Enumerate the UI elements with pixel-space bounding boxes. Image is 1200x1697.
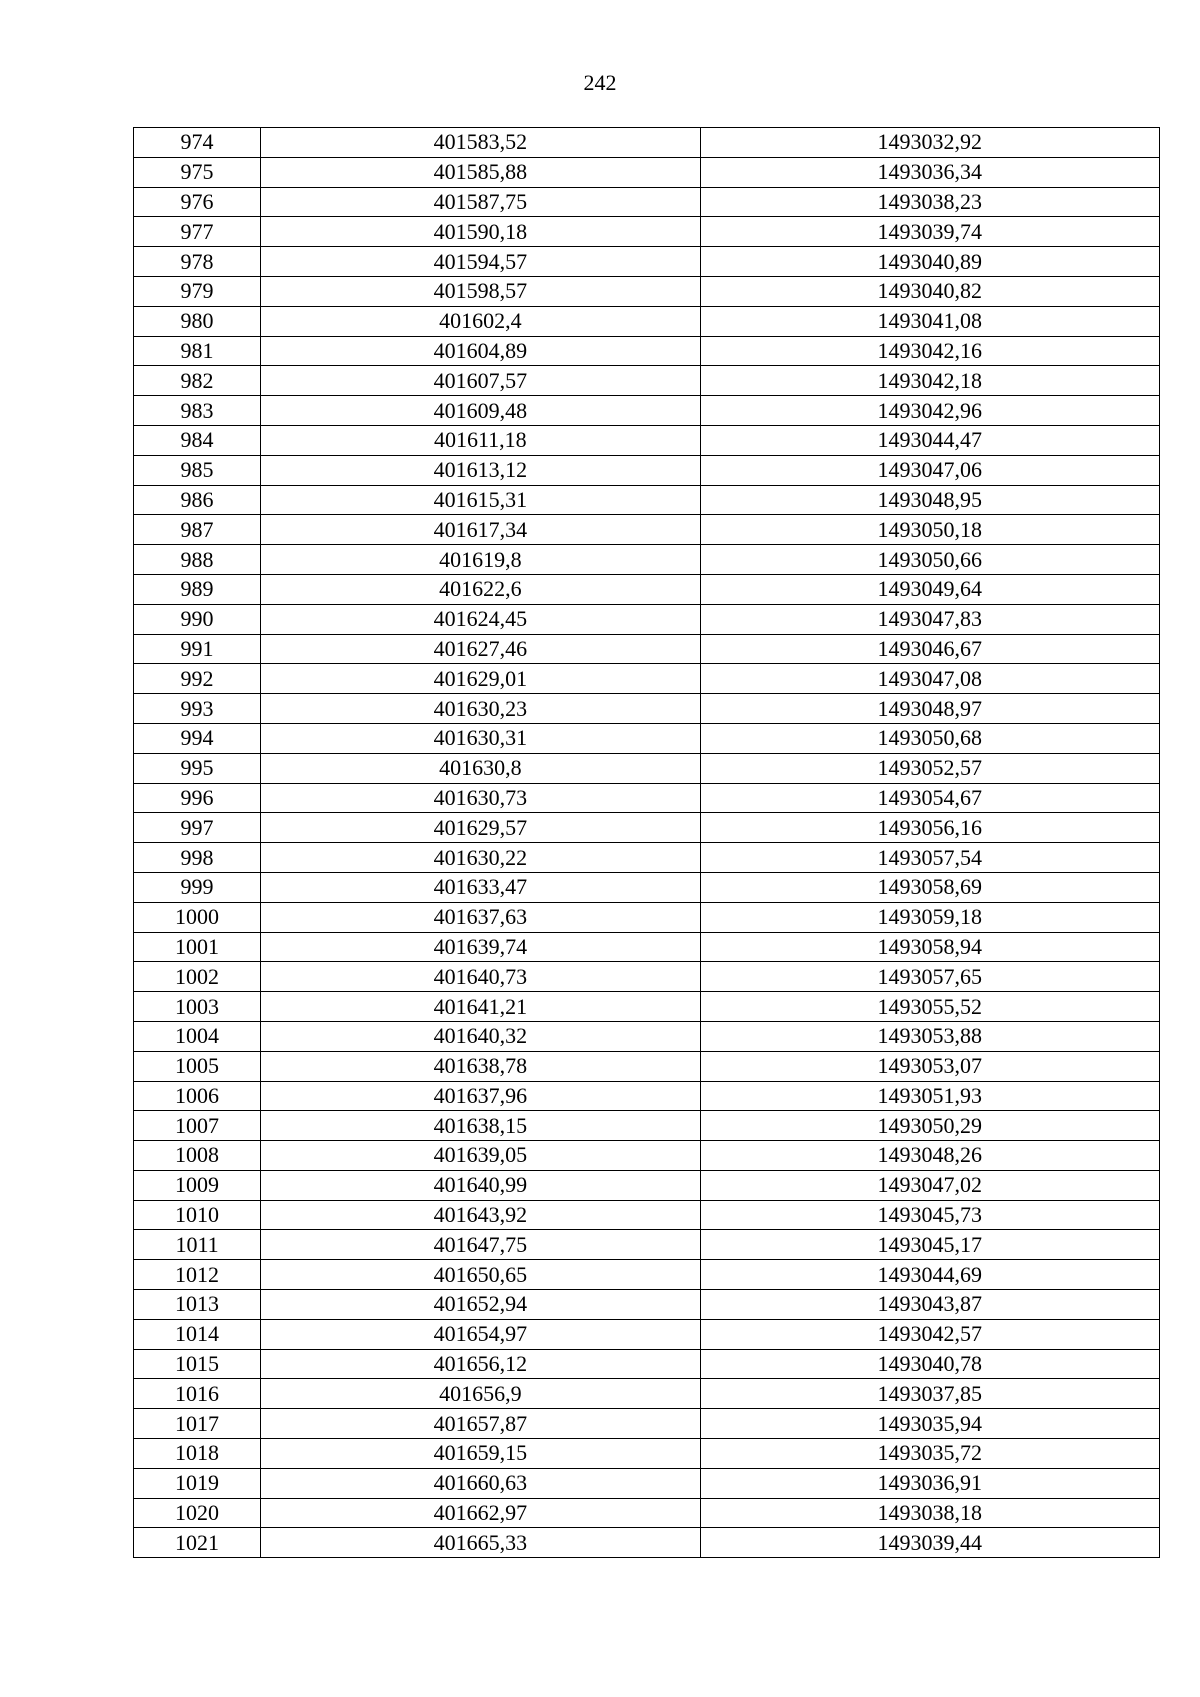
point-number-cell: 993 bbox=[134, 694, 261, 724]
point-number-cell: 1003 bbox=[134, 992, 261, 1022]
x-coordinate-cell: 401640,73 bbox=[261, 962, 700, 992]
y-coordinate-cell: 1493050,66 bbox=[700, 545, 1159, 575]
point-number-cell: 976 bbox=[134, 187, 261, 217]
y-coordinate-cell: 1493050,68 bbox=[700, 723, 1159, 753]
y-coordinate-cell: 1493041,08 bbox=[700, 306, 1159, 336]
table-row bbox=[134, 634, 1160, 664]
y-coordinate-cell: 1493055,52 bbox=[700, 992, 1159, 1022]
y-coordinate-cell: 1493056,16 bbox=[700, 813, 1159, 843]
y-coordinate-cell: 1493050,29 bbox=[700, 1111, 1159, 1141]
point-number-cell: 989 bbox=[134, 574, 261, 604]
y-coordinate-cell: 1493042,16 bbox=[700, 336, 1159, 366]
table-row bbox=[134, 962, 1160, 992]
table-row bbox=[134, 992, 1160, 1022]
x-coordinate-cell: 401665,33 bbox=[261, 1528, 700, 1558]
point-number-cell: 984 bbox=[134, 425, 261, 455]
coordinates-table-body bbox=[134, 128, 1160, 1558]
point-number-cell: 1016 bbox=[134, 1379, 261, 1409]
table-row bbox=[134, 366, 1160, 396]
x-coordinate-cell: 401627,46 bbox=[261, 634, 700, 664]
point-number-cell: 1012 bbox=[134, 1260, 261, 1290]
y-coordinate-cell: 1493039,44 bbox=[700, 1528, 1159, 1558]
x-coordinate-cell: 401643,92 bbox=[261, 1200, 700, 1230]
table-row bbox=[134, 1200, 1160, 1230]
table-row bbox=[134, 396, 1160, 426]
x-coordinate-cell: 401629,57 bbox=[261, 813, 700, 843]
table-row bbox=[134, 723, 1160, 753]
x-coordinate-cell: 401594,57 bbox=[261, 247, 700, 277]
point-number-cell: 1015 bbox=[134, 1349, 261, 1379]
y-coordinate-cell: 1493037,85 bbox=[700, 1379, 1159, 1409]
y-coordinate-cell: 1493053,88 bbox=[700, 1021, 1159, 1051]
x-coordinate-cell: 401619,8 bbox=[261, 545, 700, 575]
table-row bbox=[134, 1468, 1160, 1498]
y-coordinate-cell: 1493038,18 bbox=[700, 1498, 1159, 1528]
x-coordinate-cell: 401656,12 bbox=[261, 1349, 700, 1379]
table-row bbox=[134, 1021, 1160, 1051]
table-row bbox=[134, 1081, 1160, 1111]
table-row bbox=[134, 128, 1160, 158]
point-number-cell: 979 bbox=[134, 276, 261, 306]
y-coordinate-cell: 1493040,82 bbox=[700, 276, 1159, 306]
table-row bbox=[134, 1141, 1160, 1171]
point-number-cell: 1004 bbox=[134, 1021, 261, 1051]
y-coordinate-cell: 1493044,47 bbox=[700, 425, 1159, 455]
y-coordinate-cell: 1493043,87 bbox=[700, 1290, 1159, 1320]
x-coordinate-cell: 401630,73 bbox=[261, 783, 700, 813]
x-coordinate-cell: 401630,8 bbox=[261, 753, 700, 783]
x-coordinate-cell: 401624,45 bbox=[261, 604, 700, 634]
table-row bbox=[134, 157, 1160, 187]
y-coordinate-cell: 1493045,73 bbox=[700, 1200, 1159, 1230]
table-row bbox=[134, 247, 1160, 277]
table-row bbox=[134, 604, 1160, 634]
table-row bbox=[134, 515, 1160, 545]
point-number-cell: 1007 bbox=[134, 1111, 261, 1141]
point-number-cell: 1019 bbox=[134, 1468, 261, 1498]
x-coordinate-cell: 401602,4 bbox=[261, 306, 700, 336]
y-coordinate-cell: 1493048,97 bbox=[700, 694, 1159, 724]
y-coordinate-cell: 1493059,18 bbox=[700, 902, 1159, 932]
x-coordinate-cell: 401639,05 bbox=[261, 1141, 700, 1171]
table-row bbox=[134, 1051, 1160, 1081]
point-number-cell: 980 bbox=[134, 306, 261, 336]
y-coordinate-cell: 1493044,69 bbox=[700, 1260, 1159, 1290]
table-row bbox=[134, 843, 1160, 873]
point-number-cell: 986 bbox=[134, 485, 261, 515]
y-coordinate-cell: 1493047,83 bbox=[700, 604, 1159, 634]
table-row bbox=[134, 276, 1160, 306]
y-coordinate-cell: 1493038,23 bbox=[700, 187, 1159, 217]
x-coordinate-cell: 401611,18 bbox=[261, 425, 700, 455]
point-number-cell: 975 bbox=[134, 157, 261, 187]
x-coordinate-cell: 401622,6 bbox=[261, 574, 700, 604]
x-coordinate-cell: 401598,57 bbox=[261, 276, 700, 306]
x-coordinate-cell: 401609,48 bbox=[261, 396, 700, 426]
y-coordinate-cell: 1493039,74 bbox=[700, 217, 1159, 247]
point-number-cell: 1009 bbox=[134, 1170, 261, 1200]
y-coordinate-cell: 1493042,57 bbox=[700, 1319, 1159, 1349]
y-coordinate-cell: 1493047,08 bbox=[700, 664, 1159, 694]
table-row bbox=[134, 1170, 1160, 1200]
point-number-cell: 974 bbox=[134, 128, 261, 158]
point-number-cell: 1021 bbox=[134, 1528, 261, 1558]
table-row bbox=[134, 574, 1160, 604]
table-row bbox=[134, 306, 1160, 336]
x-coordinate-cell: 401641,21 bbox=[261, 992, 700, 1022]
y-coordinate-cell: 1493036,91 bbox=[700, 1468, 1159, 1498]
point-number-cell: 998 bbox=[134, 843, 261, 873]
x-coordinate-cell: 401615,31 bbox=[261, 485, 700, 515]
table-row bbox=[134, 813, 1160, 843]
point-number-cell: 1005 bbox=[134, 1051, 261, 1081]
table-row bbox=[134, 694, 1160, 724]
y-coordinate-cell: 1493047,06 bbox=[700, 455, 1159, 485]
x-coordinate-cell: 401640,32 bbox=[261, 1021, 700, 1051]
table-row bbox=[134, 1260, 1160, 1290]
y-coordinate-cell: 1493035,94 bbox=[700, 1409, 1159, 1439]
y-coordinate-cell: 1493036,34 bbox=[700, 157, 1159, 187]
x-coordinate-cell: 401629,01 bbox=[261, 664, 700, 694]
table-row bbox=[134, 217, 1160, 247]
y-coordinate-cell: 1493051,93 bbox=[700, 1081, 1159, 1111]
x-coordinate-cell: 401630,31 bbox=[261, 723, 700, 753]
x-coordinate-cell: 401630,23 bbox=[261, 694, 700, 724]
point-number-cell: 992 bbox=[134, 664, 261, 694]
point-number-cell: 1017 bbox=[134, 1409, 261, 1439]
x-coordinate-cell: 401583,52 bbox=[261, 128, 700, 158]
point-number-cell: 990 bbox=[134, 604, 261, 634]
table-row bbox=[134, 455, 1160, 485]
table-row bbox=[134, 902, 1160, 932]
point-number-cell: 1020 bbox=[134, 1498, 261, 1528]
x-coordinate-cell: 401607,57 bbox=[261, 366, 700, 396]
table-row bbox=[134, 664, 1160, 694]
table-row bbox=[134, 783, 1160, 813]
y-coordinate-cell: 1493042,96 bbox=[700, 396, 1159, 426]
x-coordinate-cell: 401637,96 bbox=[261, 1081, 700, 1111]
point-number-cell: 1006 bbox=[134, 1081, 261, 1111]
table-row bbox=[134, 1379, 1160, 1409]
table-row bbox=[134, 753, 1160, 783]
x-coordinate-cell: 401657,87 bbox=[261, 1409, 700, 1439]
y-coordinate-cell: 1493050,18 bbox=[700, 515, 1159, 545]
y-coordinate-cell: 1493032,92 bbox=[700, 128, 1159, 158]
table-row bbox=[134, 1290, 1160, 1320]
point-number-cell: 997 bbox=[134, 813, 261, 843]
x-coordinate-cell: 401659,15 bbox=[261, 1439, 700, 1469]
point-number-cell: 982 bbox=[134, 366, 261, 396]
point-number-cell: 1011 bbox=[134, 1230, 261, 1260]
y-coordinate-cell: 1493035,72 bbox=[700, 1439, 1159, 1469]
table-row bbox=[134, 485, 1160, 515]
x-coordinate-cell: 401613,12 bbox=[261, 455, 700, 485]
table-row bbox=[134, 187, 1160, 217]
x-coordinate-cell: 401617,34 bbox=[261, 515, 700, 545]
x-coordinate-cell: 401660,63 bbox=[261, 1468, 700, 1498]
coordinates-table bbox=[133, 127, 1160, 1558]
table-row bbox=[134, 1528, 1160, 1558]
x-coordinate-cell: 401604,89 bbox=[261, 336, 700, 366]
y-coordinate-cell: 1493048,95 bbox=[700, 485, 1159, 515]
y-coordinate-cell: 1493053,07 bbox=[700, 1051, 1159, 1081]
point-number-cell: 983 bbox=[134, 396, 261, 426]
y-coordinate-cell: 1493046,67 bbox=[700, 634, 1159, 664]
x-coordinate-cell: 401590,18 bbox=[261, 217, 700, 247]
point-number-cell: 996 bbox=[134, 783, 261, 813]
point-number-cell: 999 bbox=[134, 872, 261, 902]
x-coordinate-cell: 401633,47 bbox=[261, 872, 700, 902]
table-row bbox=[134, 425, 1160, 455]
point-number-cell: 978 bbox=[134, 247, 261, 277]
table-row bbox=[134, 1349, 1160, 1379]
x-coordinate-cell: 401647,75 bbox=[261, 1230, 700, 1260]
table-row bbox=[134, 545, 1160, 575]
x-coordinate-cell: 401638,78 bbox=[261, 1051, 700, 1081]
table-row bbox=[134, 1230, 1160, 1260]
y-coordinate-cell: 1493045,17 bbox=[700, 1230, 1159, 1260]
x-coordinate-cell: 401630,22 bbox=[261, 843, 700, 873]
x-coordinate-cell: 401654,97 bbox=[261, 1319, 700, 1349]
point-number-cell: 981 bbox=[134, 336, 261, 366]
table-row bbox=[134, 1439, 1160, 1469]
y-coordinate-cell: 1493058,69 bbox=[700, 872, 1159, 902]
x-coordinate-cell: 401585,88 bbox=[261, 157, 700, 187]
point-number-cell: 1010 bbox=[134, 1200, 261, 1230]
point-number-cell: 1013 bbox=[134, 1290, 261, 1320]
x-coordinate-cell: 401650,65 bbox=[261, 1260, 700, 1290]
y-coordinate-cell: 1493040,89 bbox=[700, 247, 1159, 277]
point-number-cell: 1002 bbox=[134, 962, 261, 992]
y-coordinate-cell: 1493049,64 bbox=[700, 574, 1159, 604]
point-number-cell: 1008 bbox=[134, 1141, 261, 1171]
point-number-cell: 1014 bbox=[134, 1319, 261, 1349]
table-row bbox=[134, 336, 1160, 366]
x-coordinate-cell: 401640,99 bbox=[261, 1170, 700, 1200]
x-coordinate-cell: 401652,94 bbox=[261, 1290, 700, 1320]
y-coordinate-cell: 1493058,94 bbox=[700, 932, 1159, 962]
y-coordinate-cell: 1493042,18 bbox=[700, 366, 1159, 396]
point-number-cell: 1001 bbox=[134, 932, 261, 962]
point-number-cell: 987 bbox=[134, 515, 261, 545]
x-coordinate-cell: 401638,15 bbox=[261, 1111, 700, 1141]
y-coordinate-cell: 1493040,78 bbox=[700, 1349, 1159, 1379]
x-coordinate-cell: 401639,74 bbox=[261, 932, 700, 962]
table-row bbox=[134, 1409, 1160, 1439]
page-number: 242 bbox=[583, 70, 617, 95]
point-number-cell: 985 bbox=[134, 455, 261, 485]
table-row bbox=[134, 1498, 1160, 1528]
y-coordinate-cell: 1493054,67 bbox=[700, 783, 1159, 813]
point-number-cell: 977 bbox=[134, 217, 261, 247]
y-coordinate-cell: 1493057,54 bbox=[700, 843, 1159, 873]
table-row bbox=[134, 1319, 1160, 1349]
point-number-cell: 1000 bbox=[134, 902, 261, 932]
x-coordinate-cell: 401637,63 bbox=[261, 902, 700, 932]
x-coordinate-cell: 401587,75 bbox=[261, 187, 700, 217]
y-coordinate-cell: 1493057,65 bbox=[700, 962, 1159, 992]
table-row bbox=[134, 1111, 1160, 1141]
y-coordinate-cell: 1493052,57 bbox=[700, 753, 1159, 783]
point-number-cell: 991 bbox=[134, 634, 261, 664]
y-coordinate-cell: 1493048,26 bbox=[700, 1141, 1159, 1171]
y-coordinate-cell: 1493047,02 bbox=[700, 1170, 1159, 1200]
point-number-cell: 994 bbox=[134, 723, 261, 753]
x-coordinate-cell: 401662,97 bbox=[261, 1498, 700, 1528]
table-row bbox=[134, 872, 1160, 902]
point-number-cell: 1018 bbox=[134, 1439, 261, 1469]
point-number-cell: 995 bbox=[134, 753, 261, 783]
table-row bbox=[134, 932, 1160, 962]
point-number-cell: 988 bbox=[134, 545, 261, 575]
x-coordinate-cell: 401656,9 bbox=[261, 1379, 700, 1409]
